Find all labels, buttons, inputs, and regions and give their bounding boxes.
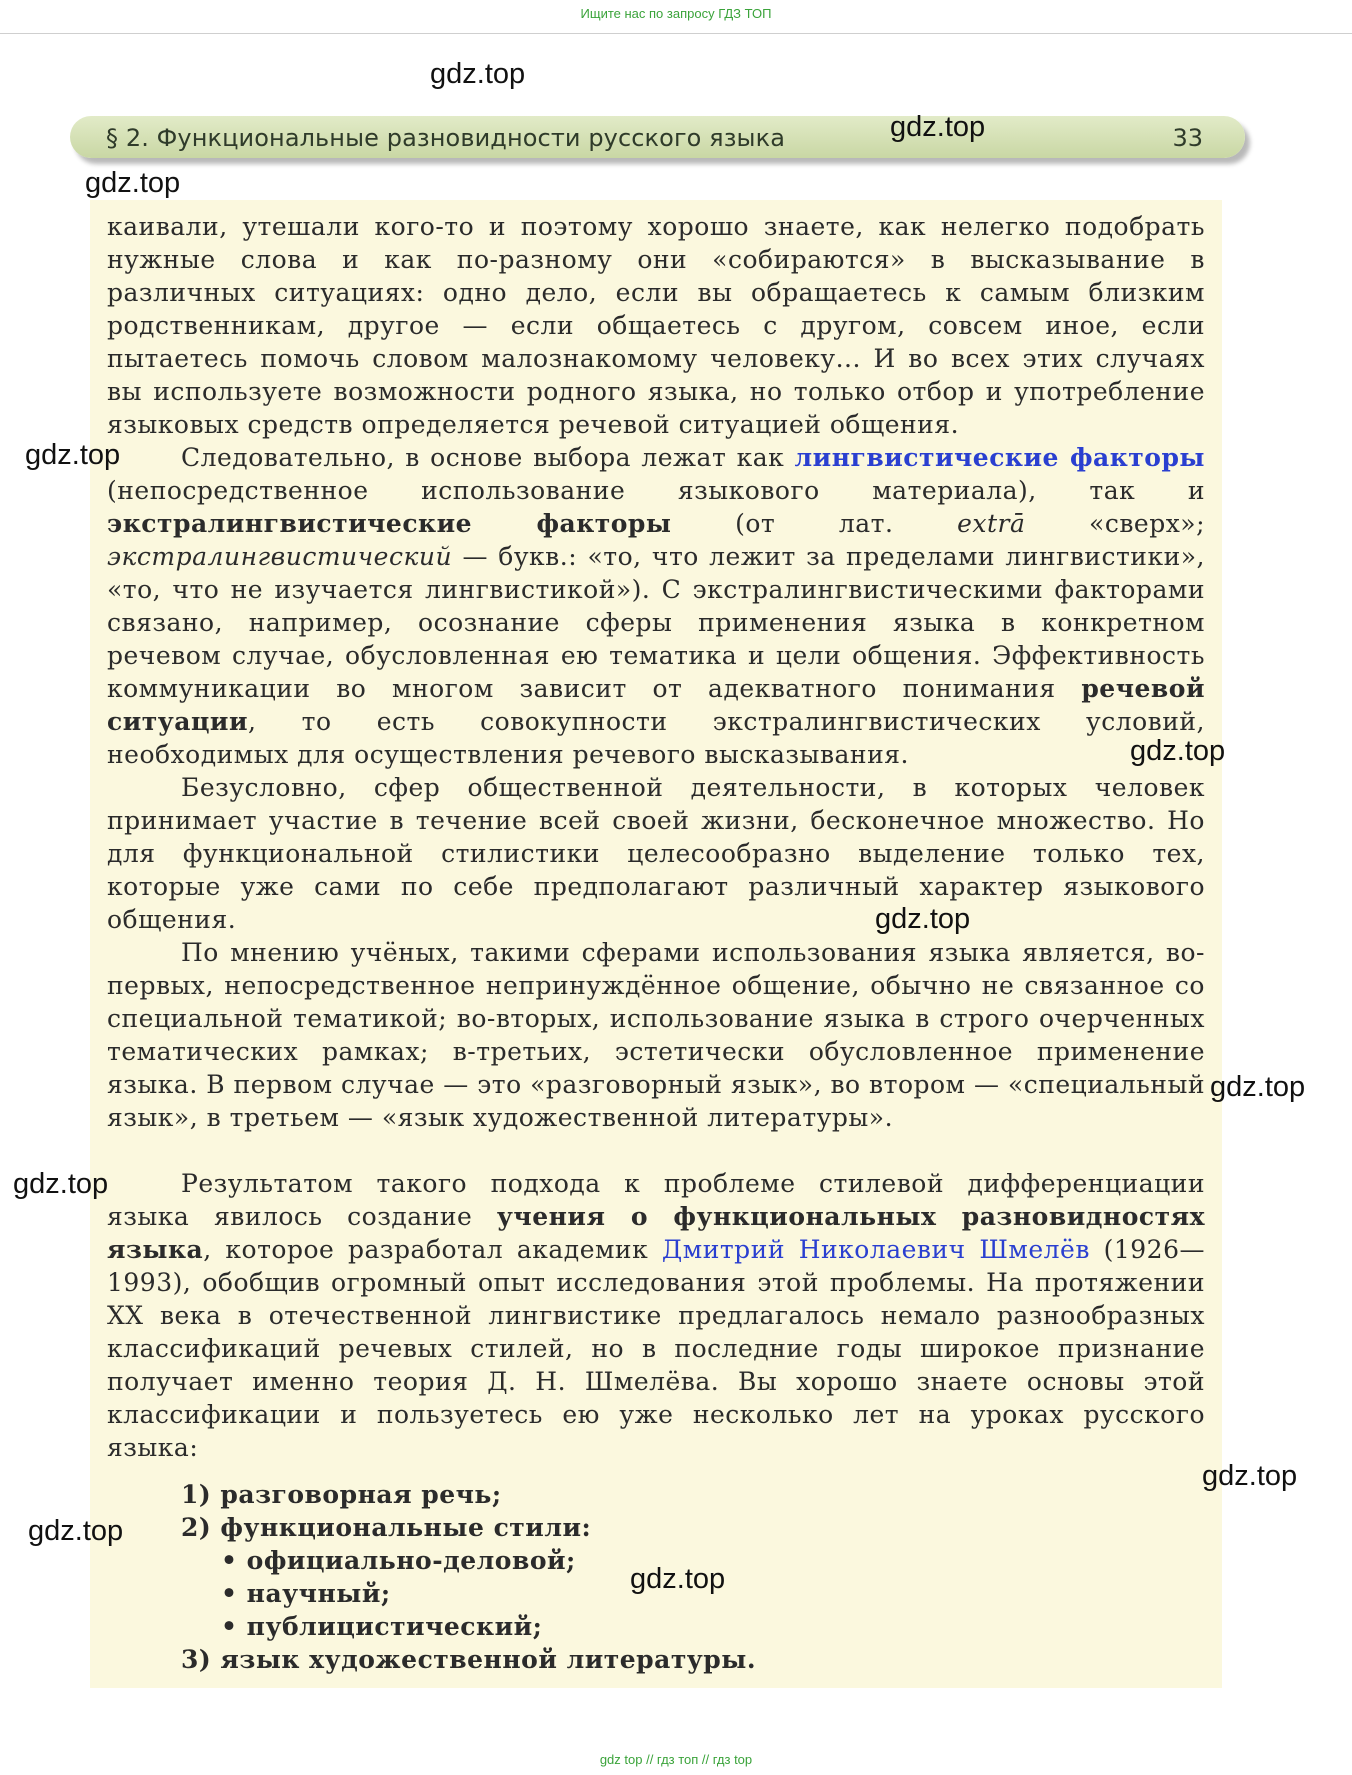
p2-text-d: «сверх»; [1025, 509, 1206, 538]
p2-text-c: (от лат. [671, 509, 958, 538]
chapter-header [70, 116, 1245, 158]
term-functional-varieties: учения о функциональных разновидностях языка [107, 1202, 1205, 1264]
p2-text-e: — букв.: «то, что лежит за пределами лингвистики», «то, что не изучается лингвистикой»). С экстралингвистическими факторами связано, например, осознание сферы применения языка в конкретном речевом случае, обусловленная ею тематика и цели общения. Эффективность коммуникации во многом зависит от адекватного понимания [107, 542, 1205, 703]
top-divider [0, 33, 1352, 34]
watermark: gdz.top [13, 1168, 109, 1200]
p5-text-a: Результатом такого подхода к проблеме стилевой дифференциации языка явилось создание [107, 1169, 1205, 1231]
watermark: gdz.top [28, 1515, 124, 1547]
p2-text-f: , то есть совокупности экстралингвистических условий, необходимых для осуществления речевого высказывания. [107, 707, 1205, 769]
term-extralinguistic-factors: экстралингвистические факторы [107, 509, 672, 538]
paragraph-1: каивали, утешали кого-то и поэтому хорошо знаете, как нелегко подобрать нужные слова и как по-разному они «собираются» в высказывание в различных ситуациях: одно дело, если вы обращаетесь к самым близким родственникам, другое — если общаетесь с другом, совсем иное, если пытаетесь помочь словом малознакомому человеку... И во всех этих случаях вы используете возможности родного языка, но только отбор и употребление языковых средств определяется речевой ситуацией общения. [107, 212, 1205, 439]
term-linguistic-factors[interactable]: лингвистические факторы [794, 443, 1205, 472]
watermark: gdz.top [430, 58, 526, 90]
watermark: gdz.top [890, 111, 986, 143]
p2-text-b: (непосредственное использование языкового материала), так и [107, 476, 1205, 505]
watermark: gdz.top [1210, 1071, 1306, 1103]
watermark: gdz.top [875, 903, 971, 935]
list-item-2: 2) функциональные стили: [181, 1513, 592, 1542]
paragraph-2 [107, 441, 1205, 771]
watermark: gdz.top [85, 167, 181, 199]
sub-item-scientific: • научный; [221, 1579, 391, 1608]
p5-text-b: , которое разработал академик [203, 1235, 662, 1264]
italic-term: экстралингвистический [107, 542, 453, 571]
watermark: gdz.top [25, 439, 121, 471]
top-search-hint[interactable]: Ищите нас по запросу ГДЗ ТОП [580, 6, 772, 21]
paragraph-4: По мнению учёных, такими сферами использования языка является, во-первых, непосредственное непринуждённое общение, обычно не связанное со специальной тематикой; во-вторых, использование языка в строго очерченных тематических рамках; в-третьих, эстетически обусловленное применение языка. В первом случае — это «разговорный язык», во втором — «специальный язык», в третьем — «язык художественной литературы». [107, 938, 1206, 1132]
term-speech-situation: речевой ситуации [107, 674, 1205, 736]
sub-item-official: • официально-деловой; [221, 1546, 576, 1575]
chapter-title: § 2. Функциональные разновидности русского языка [106, 124, 786, 152]
latin-word: extrā [957, 509, 1026, 538]
watermark: gdz.top [1130, 735, 1226, 767]
paragraph-3: Безусловно, сфер общественной деятельности, в которых человек принимает участие в течение всей своей жизни, бесконечное множество. Но для функциональной стилистики целесообразно выделение только тех, которые уже сами по себе предполагают различный характер языкового общения. [107, 773, 1205, 934]
p5-text-c: (1926—1993), обобщив огромный опыт исследования этой проблемы. На протяжении XX века в отечественной лингвистике предлагалось немало разнообразных классификаций речевых стилей, но в последние годы широкое признание получает именно теория Д. Н. Шмелёва. Вы хорошо знаете основы этой классификации и пользуетесь ею уже несколько лет на уроках русского языка: [107, 1235, 1205, 1462]
page-number: 33 [1172, 124, 1203, 152]
styles-list [107, 1478, 1107, 1676]
list-item-1: 1) разговорная речь; [181, 1480, 502, 1509]
watermark: gdz.top [1202, 1460, 1298, 1492]
p2-text-a: Следовательно, в основе выбора лежат как [181, 443, 795, 472]
scientist-name-link[interactable]: Дмитрий Николаевич Шмелёв [661, 1235, 1090, 1264]
watermark: gdz.top [630, 1563, 726, 1595]
paragraph-5 [107, 1167, 1205, 1464]
sub-item-publicistic: • публицистический; [221, 1612, 543, 1641]
list-item-3: 3) язык художественной литературы. [181, 1645, 757, 1674]
bottom-links[interactable]: gdz top // гдз топ // гдз top [599, 1752, 753, 1767]
